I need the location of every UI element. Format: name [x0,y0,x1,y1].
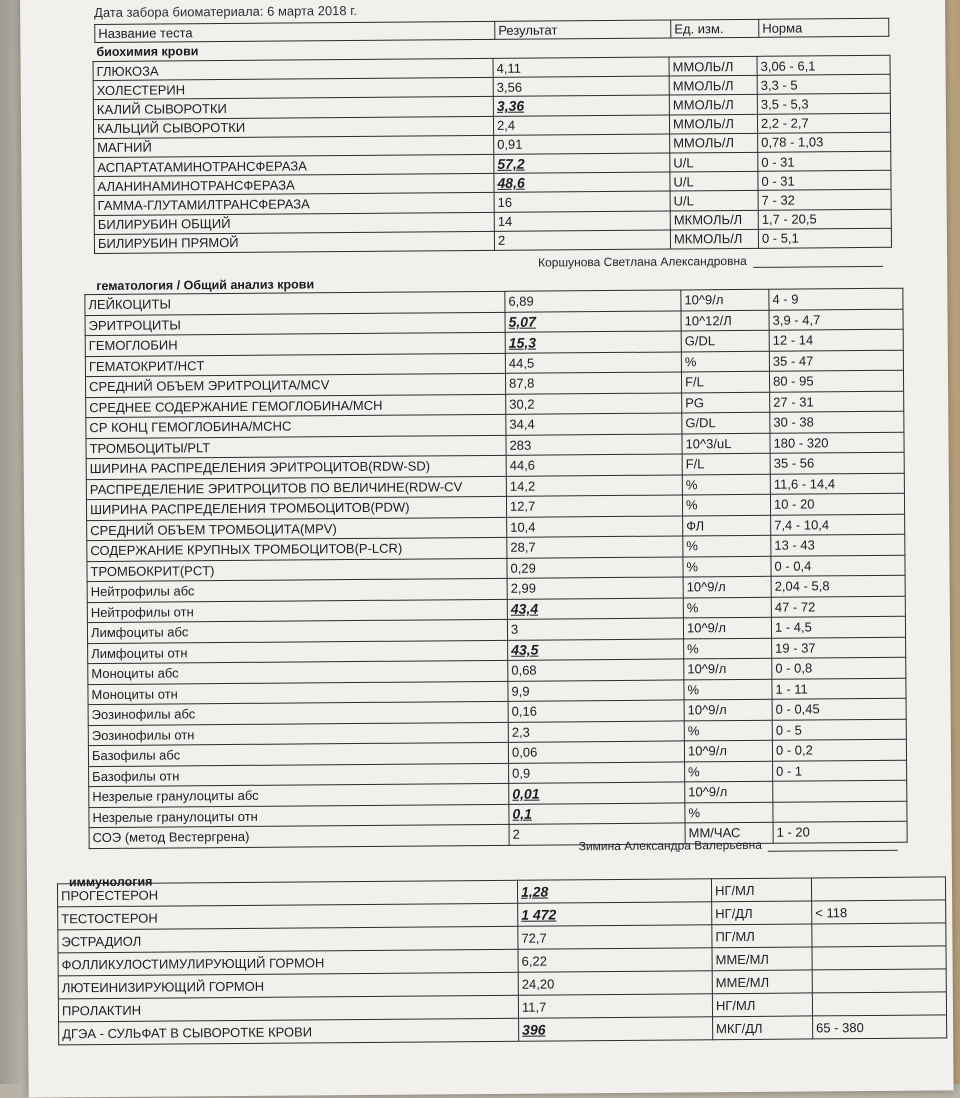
abnormal-result-value: 43,5 [511,641,539,659]
result-cell: 283 [506,433,682,455]
norm-cell: 27 - 31 [770,391,904,413]
norm-cell: 0 - 0,2 [772,739,906,761]
norm-cell: 0 - 0,4 [771,555,905,577]
norm-cell: 7 - 32 [758,190,891,210]
test-name-cell: Моноциты абс [88,660,508,684]
norm-cell: 1 - 4,5 [771,616,905,638]
result-cell: 2,3 [508,720,684,742]
norm-cell: 35 - 56 [770,452,904,474]
norm-cell: 65 - 380 [813,1015,947,1039]
test-name-cell: СРЕДНИЙ ОБЪЕМ ЭРИТРОЦИТА/MCV [85,373,505,397]
norm-cell: 2,04 - 5,8 [771,575,905,597]
norm-cell: 7,4 - 10,4 [771,514,905,536]
test-name-cell: СРЕДНЕЕ СОДЕРЖАНИЕ ГЕМОГЛОБИНА/MCH [86,394,506,418]
signature-name: Зимина Александра Валерьевна [578,837,762,854]
col-header-unit: Ед. изм. [671,19,759,38]
test-name-cell: Незрелые гранулоциты абс [89,783,509,807]
col-header-norm: Норма [759,18,889,37]
test-name-cell: Нейтрофилы абс [87,578,507,602]
result-cell: 6,22 [518,948,712,973]
unit-cell: ММОЛЬ/Л [670,133,758,153]
test-name-cell: СРЕДНИЙ ОБЪЕМ ТРОМБОЦИТА(MPV) [87,517,507,541]
test-name-cell: СОЭ (метод Вестергрена) [89,824,509,848]
result-cell [508,638,684,660]
norm-cell: 3,9 - 4,7 [769,309,903,331]
signature-hematology [579,837,898,854]
section-title-biochemistry: биохимия крови [96,44,199,60]
result-cell: 11,7 [518,994,712,1019]
norm-cell: 11,6 - 14,4 [770,473,904,495]
unit-cell: НГ/МЛ [712,993,812,1017]
abnormal-result-value: 48,6 [497,174,525,192]
test-name-cell: СОДЕРЖАНИЕ КРУПНЫХ ТРОМБОЦИТОВ(P-LCR) [87,537,507,561]
norm-cell [812,923,946,947]
result-cell: 6,89 [505,290,681,312]
result-cell: 2 [494,230,670,251]
result-cell [505,310,681,332]
unit-cell: МME/МЛ [712,970,812,994]
result-cell: 3 [507,618,683,640]
result-cell: 87,8 [505,372,681,394]
unit-cell: ММОЛЬ/Л [669,95,757,115]
test-name-cell: БИЛИРУБИН ПРЯМОЙ [94,231,494,253]
result-cell: 12,7 [506,495,682,517]
immunology-table [57,876,947,1045]
unit-cell: 10^9/л [681,289,769,310]
norm-cell [812,946,946,970]
abnormal-result-value: 43,4 [510,600,539,618]
unit-cell: % [684,679,772,700]
norm-cell: 0 - 5 [772,719,906,741]
unit-cell: % [682,474,770,495]
test-name-cell: ТРОМБОЦИТЫ/PLT [86,435,506,459]
unit-cell: % [685,761,773,782]
result-cell: 0,16 [508,700,684,722]
result-cell: 0,06 [508,741,684,763]
unit-cell: % [684,720,772,741]
test-name-cell: ФОЛЛИКУЛОСТИМУЛИРУЮЩИЙ ГОРМОН [58,949,518,976]
unit-cell: % [683,556,771,577]
abnormal-result-value: 57,2 [497,155,525,172]
result-cell: 0,29 [507,556,683,578]
test-name-cell: ХОЛЕСТЕРИН [93,78,493,100]
test-name-cell: Лимфоциты абс [87,619,507,643]
test-name-cell: ТРОМБОКРИТ(PCT) [87,558,507,582]
result-cell: 0,68 [508,659,684,681]
section-title-immunology: иммунология [68,874,153,890]
test-name-cell: АЛАНИНАМИНОТРАНСФЕРАЗА [94,174,494,196]
norm-cell: 180 - 320 [770,432,904,454]
result-cell [517,879,711,904]
test-name-cell: ПРОГЕСТЕРОН [57,880,517,907]
norm-cell: 0 - 31 [758,170,891,190]
result-cell [518,902,712,927]
result-cell [507,597,683,619]
unit-cell: F/L [682,453,770,474]
result-cell [509,802,685,824]
unit-cell: PG [682,392,770,413]
result-cell: 44,5 [505,351,681,373]
test-name-cell: МАГНИЙ [94,135,494,157]
signature-line [753,254,883,268]
abnormal-result-value: 1 472 [521,906,557,923]
test-name-cell: ЛЕЙКОЦИТЫ [85,291,505,315]
unit-cell: 10^3/uL [682,433,770,454]
result-cell: 14,2 [506,474,682,496]
test-name-cell: Незрелые гранулоциты отн [89,804,509,828]
result-cell: 72,7 [518,925,712,950]
result-cell: 2,99 [507,577,683,599]
test-name-cell: БИЛИРУБИН ОБЩИЙ [94,212,494,234]
norm-cell: 10 - 20 [770,493,904,515]
unit-cell: % [683,597,771,618]
norm-cell: 35 - 47 [769,350,903,372]
unit-cell: 10^9/л [684,699,772,720]
norm-cell: 3,5 - 5,3 [757,94,890,114]
norm-cell: 0 - 0,8 [772,657,906,679]
result-cell: 9,9 [508,679,684,701]
norm-cell: 3,3 - 5 [757,74,890,94]
test-name-cell: ТЕСТОСТЕРОН [58,903,518,930]
unit-cell: 10^9/л [684,740,772,761]
norm-cell: 13 - 43 [771,534,905,556]
result-cell [519,1017,713,1042]
test-name-cell: РАСПРЕДЕЛЕНИЕ ЭРИТРОЦИТОВ ПО ВЕЛИЧИНЕ(RDW-CV [86,476,506,500]
lab-report-sheet [20,0,954,1098]
col-header-result: Результат [495,20,671,39]
test-name-cell: ГАММА-ГЛУТАМИЛТРАНСФЕРАЗА [94,193,494,215]
test-name-cell: ПРОЛАКТИН [58,995,518,1022]
unit-cell: 10^9/л [684,658,772,679]
abnormal-result-value: 15,3 [508,334,537,351]
norm-cell: 30 - 38 [770,411,904,433]
signature-biochemistry [538,253,883,270]
norm-cell: 3,06 - 6,1 [757,55,890,75]
result-cell: 4,11 [493,57,669,78]
hematology-table [84,288,907,849]
norm-cell: 1 - 20 [773,821,907,843]
norm-cell: 4 - 9 [769,288,903,310]
norm-cell: 0 - 31 [758,151,891,171]
test-name-cell: Нейтрофилы отн [87,599,507,623]
test-name-cell: Базофилы отн [89,763,509,787]
norm-cell: 0 - 5,1 [758,228,891,248]
unit-cell: МКГ/ДЛ [713,1016,813,1040]
test-name-cell: СР КОНЦ ГЕМОГЛОБИНА/MCHC [86,414,506,438]
result-cell [509,782,685,804]
biochemistry-table [93,55,892,254]
unit-cell: F/L [681,371,769,392]
unit-cell: ММ/ЧАС [685,822,773,843]
abnormal-result-value: 3,36 [496,98,525,115]
test-name-cell: ДГЭА - СУЛЬФАТ В СЫВОРОТКЕ КРОВИ [59,1018,519,1045]
result-cell: 2 [509,823,685,845]
unit-cell: НГ/ДЛ [712,901,812,925]
result-cell: 14 [494,211,670,232]
unit-cell: U/L [670,152,758,172]
norm-cell: 1 - 11 [772,678,906,700]
result-cell: 24,20 [518,971,712,996]
abnormal-result-value: 396 [522,1021,546,1038]
norm-cell: 2,2 - 2,7 [757,113,890,133]
result-cell [494,172,670,193]
unit-cell: % [683,535,771,556]
result-cell: 0,91 [494,134,670,155]
unit-cell: % [684,638,772,659]
test-name-cell: ЛЮТЕИНИЗИРУЮЩИЙ ГОРМОН [58,972,518,999]
section-title-hematology: гематология / Общий анализ крови [96,277,315,294]
abnormal-result-value: 1,28 [520,883,549,900]
unit-cell: U/L [670,191,758,211]
abnormal-result-value: 0,01 [512,785,540,802]
test-name-cell: АСПАРТАТАМИНОТРАНСФЕРАЗА [94,154,494,176]
result-cell: 16 [494,191,670,212]
col-header-test: Название теста [95,21,495,42]
signature-line [768,838,898,852]
norm-cell: 12 - 14 [769,329,903,351]
unit-cell: 10^9/л [683,617,771,638]
collection-date: Дата забора биоматериала: 6 марта 2018 г. [94,2,358,21]
norm-cell: < 118 [812,900,946,924]
norm-cell: 1,7 - 20,5 [758,209,891,229]
unit-cell: ММОЛЬ/Л [669,114,757,134]
unit-cell: % [681,351,769,372]
result-cell [494,153,670,174]
result-cell: 0,9 [509,761,685,783]
result-cell: 10,4 [507,515,683,537]
test-name-cell: ГЛЮКОЗА [93,58,493,80]
norm-cell: 80 - 95 [769,370,903,392]
test-name-cell: Моноциты отн [88,681,508,705]
test-name-cell: Базофилы абс [88,742,508,766]
header-row [95,18,889,42]
norm-cell: 19 - 37 [772,637,906,659]
unit-cell: % [685,802,773,823]
unit-cell: 10^9/л [685,781,773,802]
test-name-cell: КАЛИЙ СЫВОРОТКИ [93,97,493,119]
test-name-cell: Эозинофилы абс [88,701,508,725]
unit-cell: % [682,494,770,515]
result-cell [505,331,681,353]
unit-cell: ФЛ [683,515,771,536]
result-cell: 44,6 [506,454,682,476]
norm-cell: 47 - 72 [771,596,905,618]
norm-cell: 0 - 0,45 [772,698,906,720]
norm-cell: 0,78 - 1,03 [758,132,891,152]
result-cell [493,95,669,116]
unit-cell: НГ/МЛ [711,878,811,902]
unit-cell: ММОЛЬ/Л [669,76,757,96]
norm-cell: 0 - 1 [773,760,907,782]
unit-cell: МME/МЛ [712,947,812,971]
test-name-cell: Лимфоциты отн [88,640,508,664]
test-name-cell: КАЛЬЦИЙ СЫВОРОТКИ [93,116,493,138]
unit-cell: ПГ/МЛ [712,924,812,948]
norm-cell [773,780,907,802]
result-cell: 28,7 [507,536,683,558]
unit-cell: ММОЛЬ/Л [669,56,757,76]
test-name-cell: ШИРИНА РАСПРЕДЕЛЕНИЯ ТРОМБОЦИТОВ(PDW) [86,496,506,520]
abnormal-result-value: 5,07 [508,313,536,331]
test-name-cell: ЭСТРАДИОЛ [58,926,518,953]
test-name-cell: ГЕМОГЛОБИН [85,332,505,356]
norm-cell [812,969,946,993]
header-table [94,18,889,43]
unit-cell: U/L [670,171,758,191]
result-cell: 34,4 [506,413,682,435]
unit-cell: 10^9/л [683,576,771,597]
result-cell: 3,56 [493,76,669,97]
result-cell: 2,4 [493,115,669,136]
test-name-cell: Эозинофилы отн [88,722,508,746]
unit-cell: 10^12/Л [681,310,769,331]
norm-cell [812,992,946,1016]
unit-cell: МКМОЛЬ/Л [670,229,758,249]
norm-cell [773,801,907,823]
unit-cell: МКМОЛЬ/Л [670,210,758,230]
test-name-cell: ШИРИНА РАСПРЕДЕЛЕНИЯ ЭРИТРОЦИТОВ(RDW-SD) [86,455,506,479]
test-name-cell: ГЕМАТОКРИТ/HCT [85,353,505,377]
abnormal-result-value: 0,1 [512,805,532,823]
unit-cell: G/DL [682,412,770,433]
norm-cell [811,877,945,901]
test-name-cell: ЭРИТРОЦИТЫ [85,312,505,336]
unit-cell: G/DL [681,330,769,351]
signature-name: Коршунова Светлана Александровна [538,253,747,270]
result-cell: 30,2 [506,392,682,414]
